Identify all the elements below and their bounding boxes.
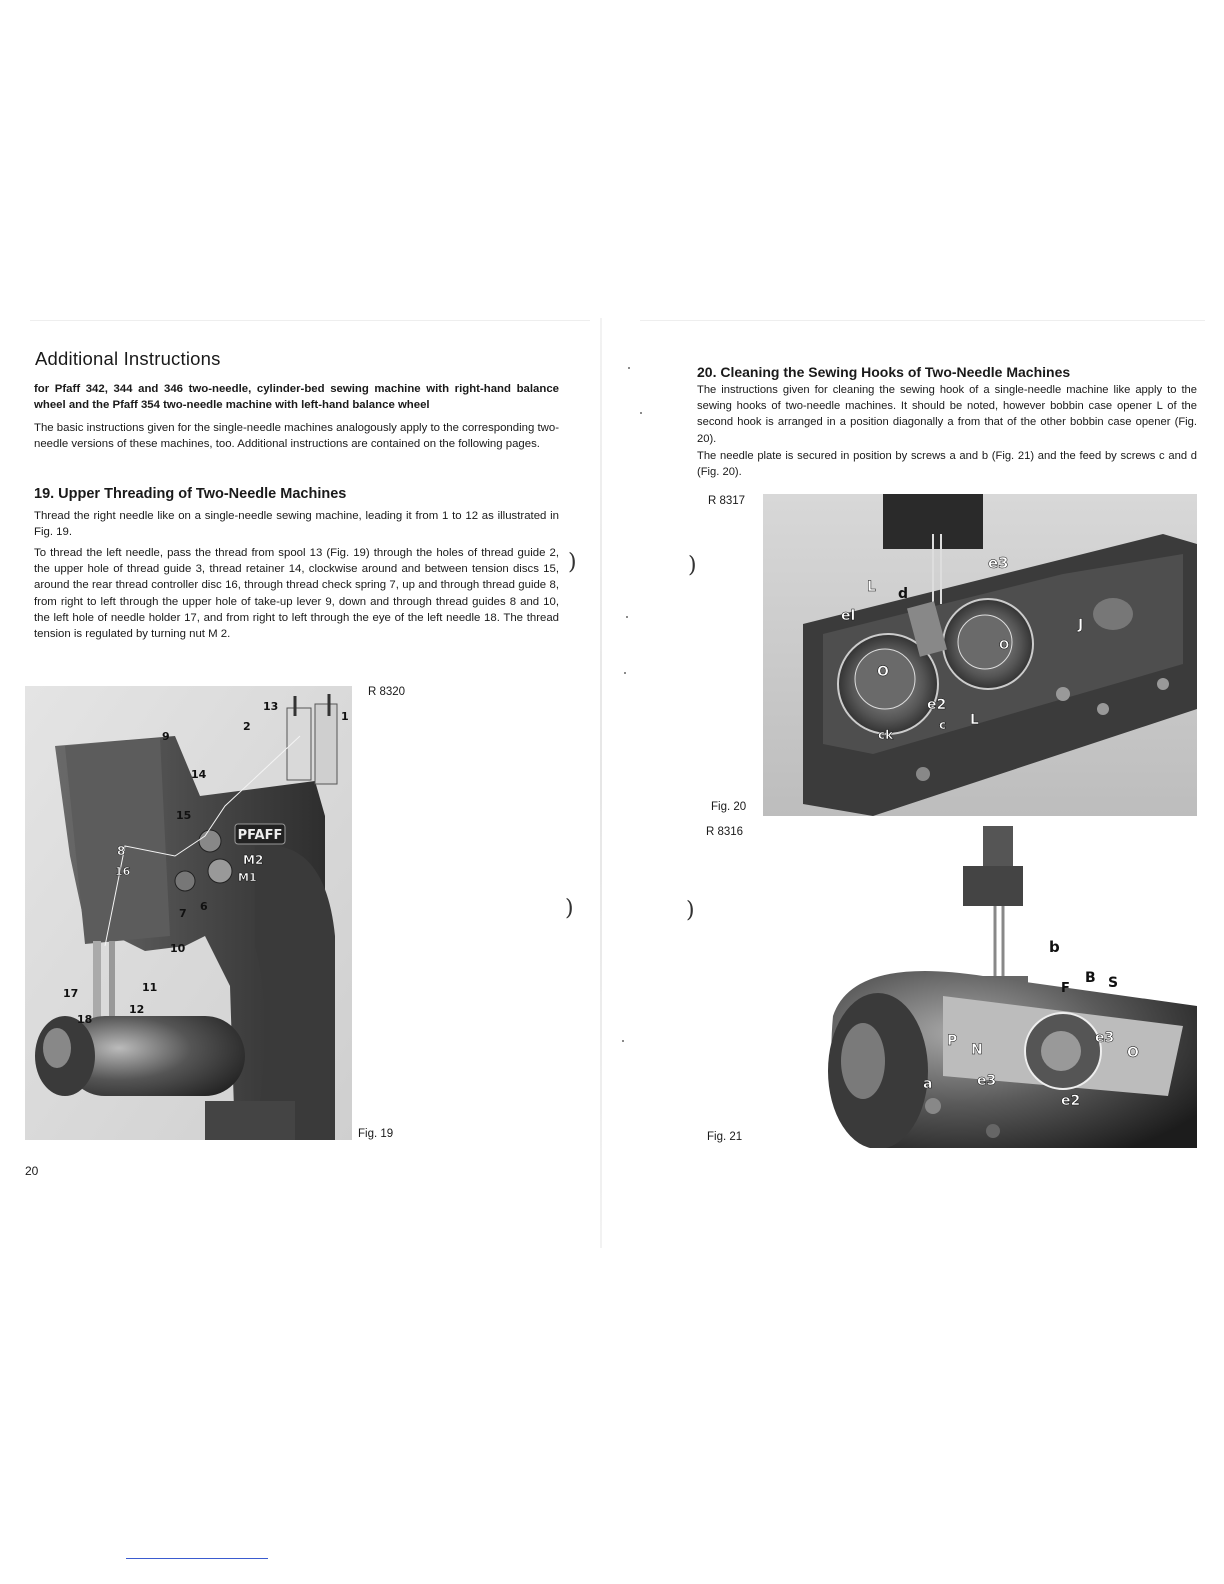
scan-dot (624, 672, 626, 674)
fig-21-label: a (923, 1076, 933, 1092)
fig-20-label: L (970, 712, 979, 728)
fig-21-photo (763, 826, 1197, 1148)
fig-20-label: J (1078, 617, 1084, 633)
fig-21-label: O (1127, 1045, 1139, 1061)
fig-21-label: e2 (1061, 1093, 1081, 1109)
fig-19-label: M2 (243, 853, 264, 867)
section-20-para-1: The instructions given for cleaning the sewing hook of a single-needle machine like apply to the sewing hooks of two-needle machines. It should be noted, however bobbin case opener L of the second hook is arranged in a position diagonally a from that of the other bobbin case opener (Fig. 20). (697, 384, 1197, 445)
section-19-heading: 19. Upper Threading of Two-Needle Machines (34, 486, 347, 502)
fig-19-label: 12 (129, 1003, 145, 1016)
fig-21-label: S (1108, 975, 1119, 991)
fig-20-label: ck (878, 728, 894, 742)
top-edge-left (30, 320, 590, 321)
scan-dot (622, 1040, 624, 1042)
fig-21-label: F (1061, 981, 1070, 996)
fig-20-label: el (841, 608, 856, 624)
scan-dot (626, 616, 628, 618)
scan-mark: ) (688, 553, 697, 578)
fig-20-label: d (898, 586, 909, 602)
bottom-link-underline (126, 1558, 268, 1559)
pfaff-brand: PFAFF (237, 828, 283, 843)
fig-20-ref: R 8317 (708, 495, 746, 507)
fig-19-label: 9 (162, 730, 170, 743)
fig-21-caption: Fig. 21 (707, 1131, 743, 1143)
page-title: Additional Instructions (35, 348, 221, 369)
fig-20-label: c (939, 718, 947, 732)
intro-paragraph: The basic instructions given for the single-needle machines analogously apply to the corresponding two-needle versions of these machines, too. Additional instructions are contained on the following pages. (34, 422, 559, 451)
scan-dot (640, 412, 642, 414)
fig-19-label: 7 (179, 907, 187, 920)
subtitle: for Pfaff 342, 344 and 346 two-needle, cylinder-bed sewing machine with right-hand balance wheel and the Pfaff 354 two-needle machine with left-hand balance wheel (34, 383, 559, 412)
section-20-para-2: The needle plate is secured in position by screws a and b (Fig. 21) and the feed by screws c and d (Fig. 20). (697, 450, 1197, 479)
fig-19-label: 16 (115, 865, 131, 878)
fig-19-label: 15 (176, 809, 192, 822)
section-20-heading: 20. Cleaning the Sewing Hooks of Two-Needle Machines (697, 364, 1071, 380)
fig-20-label: e2 (927, 697, 947, 713)
fig-20-label: O (999, 638, 1010, 652)
page-number: 20 (25, 1164, 39, 1178)
section-19-para-2: To thread the left needle, pass the thread from spool 13 (Fig. 19) through the holes of thread guide 2, the upper hole of thread guide 3, thread retainer 14, clockwise around and between tension discs 15, around the rear thread controller disc 16, through thread check spring 7, up and through thread guide 8, from right to left through the upper hole of take-up lever 9, down and through thread guides 8 and 10, the left hole of needle holder 17, and from right to left through the eye of the left needle 18. The thread tension is regulated by turning nut M 2. (34, 547, 559, 641)
fig-20-label: e3 (988, 554, 1009, 572)
page-fold (600, 318, 602, 1248)
fig-19-label: 14 (191, 768, 207, 781)
fig-21-label: B (1085, 970, 1096, 986)
fig-20-label: L (867, 579, 876, 595)
fig-20-caption: Fig. 20 (711, 801, 747, 813)
fig-19-label: 10 (170, 942, 186, 955)
scan-dot (628, 367, 630, 369)
fig-19-label: 11 (142, 981, 158, 994)
fig-19-label: 6 (200, 900, 208, 913)
fig-19-label: 17 (63, 987, 79, 1000)
fig-21-ref: R 8316 (706, 826, 744, 838)
fig-21-label: b (1049, 938, 1060, 956)
fig-20-label: O (877, 664, 889, 680)
fig-21-label: e3 (977, 1073, 997, 1089)
scan-mark: ) (686, 898, 695, 923)
fig-19-label: 18 (77, 1013, 93, 1026)
fig-19-label: 13 (263, 700, 279, 713)
fig-19-ref: R 8320 (368, 686, 406, 698)
fig-19-label: 2 (243, 720, 251, 733)
fig-21-label: P (947, 1033, 958, 1049)
fig-21-label: e3 (1095, 1030, 1115, 1046)
scan-mark: ) (565, 896, 574, 921)
top-edge-right (640, 320, 1205, 321)
fig-19-label: 1 (341, 710, 349, 723)
fig-19-label: 8 (117, 844, 126, 858)
fig-20-photo (763, 494, 1197, 816)
section-19-para-1: Thread the right needle like on a single-needle sewing machine, leading it from 1 to 12 as illustrated in Fig. 19. (34, 510, 559, 539)
fig-19-photo (25, 686, 352, 1140)
fig-19-caption: Fig. 19 (358, 1128, 394, 1140)
fig-21-label: N (971, 1042, 983, 1058)
scan-mark: ) (568, 550, 577, 575)
fig-19-label: M1 (238, 871, 257, 884)
